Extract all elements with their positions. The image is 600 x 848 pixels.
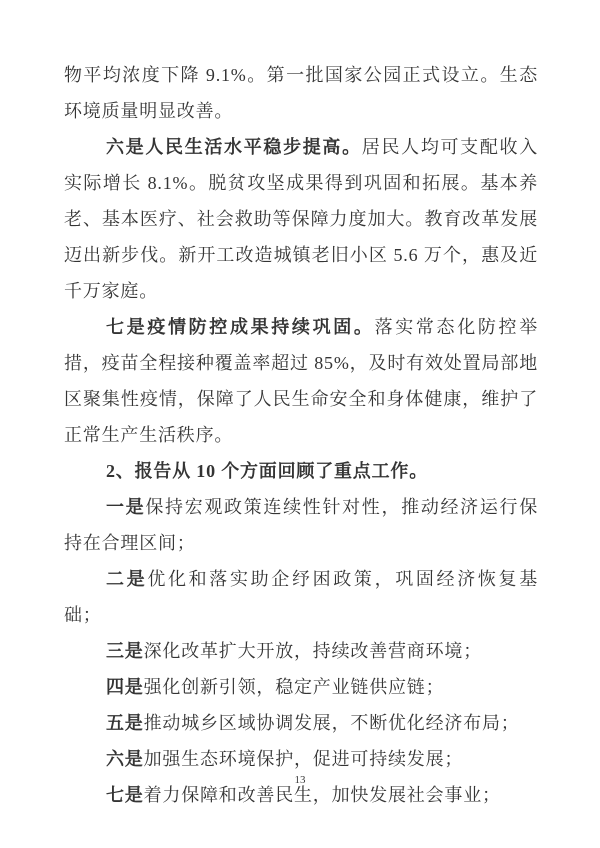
paragraph-lead-emphasis: 四是 <box>106 677 144 697</box>
paragraph-lead-emphasis: 六是人民生活水平稳步提高。 <box>106 137 362 157</box>
paragraph <box>64 741 538 777</box>
paragraph <box>64 489 538 561</box>
paragraph <box>64 129 538 309</box>
paragraph-text: 落实常态化防控举措，疫苗全程接种覆盖率超过 85%，及时有效处置局部地区聚集性疫情，保障了人民生命安全和身体健康，维护了正常生产生活秩序。 <box>64 317 538 445</box>
paragraph-text: 加强生态环境保护，促进可持续发展； <box>143 749 464 769</box>
paragraph <box>64 453 538 489</box>
paragraph-lead-emphasis: 六是 <box>106 749 144 769</box>
page-number: 13 <box>294 774 306 786</box>
paragraph-lead-emphasis: 2、报告从 10 个方面回顾了重点工作。 <box>106 461 428 481</box>
paragraph-lead-emphasis: 一是 <box>106 497 146 517</box>
paragraph-lead-emphasis: 二是 <box>106 569 148 589</box>
paragraph-text: 推动城乡区域协调发展，不断优化经济布局； <box>143 713 520 733</box>
paragraph <box>64 57 538 129</box>
paragraph <box>64 705 538 741</box>
paragraph <box>64 309 538 453</box>
paragraph-lead-emphasis: 五是 <box>106 713 144 733</box>
paragraph-text: 优化和落实助企纾困政策，巩固经济恢复基础； <box>64 569 538 625</box>
paragraph-text: 居民人均可支配收入实际增长 8.1%。脱贫攻坚成果得到巩固和拓展。基本养老、基本医疗、社会救助等保障力度加大。教育改革发展迈出新步伐。新开工改造城镇老旧小区 5.6 万个，惠及近千万家庭。 <box>64 137 539 301</box>
paragraph <box>64 561 538 633</box>
document-text-block <box>64 57 538 813</box>
paragraph <box>64 633 538 669</box>
paragraph-text: 物平均浓度下降 9.1%。第一批国家公园正式设立。生态环境质量明显改善。 <box>64 65 538 121</box>
paragraph-text: 深化改革扩大开放，持续改善营商环境； <box>143 641 483 661</box>
paragraph-lead-emphasis: 七是 <box>106 785 144 805</box>
paragraph-text: 强化创新引领，稳定产业链供应链； <box>143 677 445 697</box>
paragraph-lead-emphasis: 三是 <box>106 641 144 661</box>
paragraph <box>64 669 538 705</box>
paragraph-lead-emphasis: 七是疫情防控成果持续巩固。 <box>106 317 375 337</box>
paragraph-text: 保持宏观政策连续性针对性，推动经济运行保持在合理区间； <box>64 497 538 553</box>
paragraph-text: 着力保障和改善民生，加快发展社会事业； <box>143 785 501 805</box>
